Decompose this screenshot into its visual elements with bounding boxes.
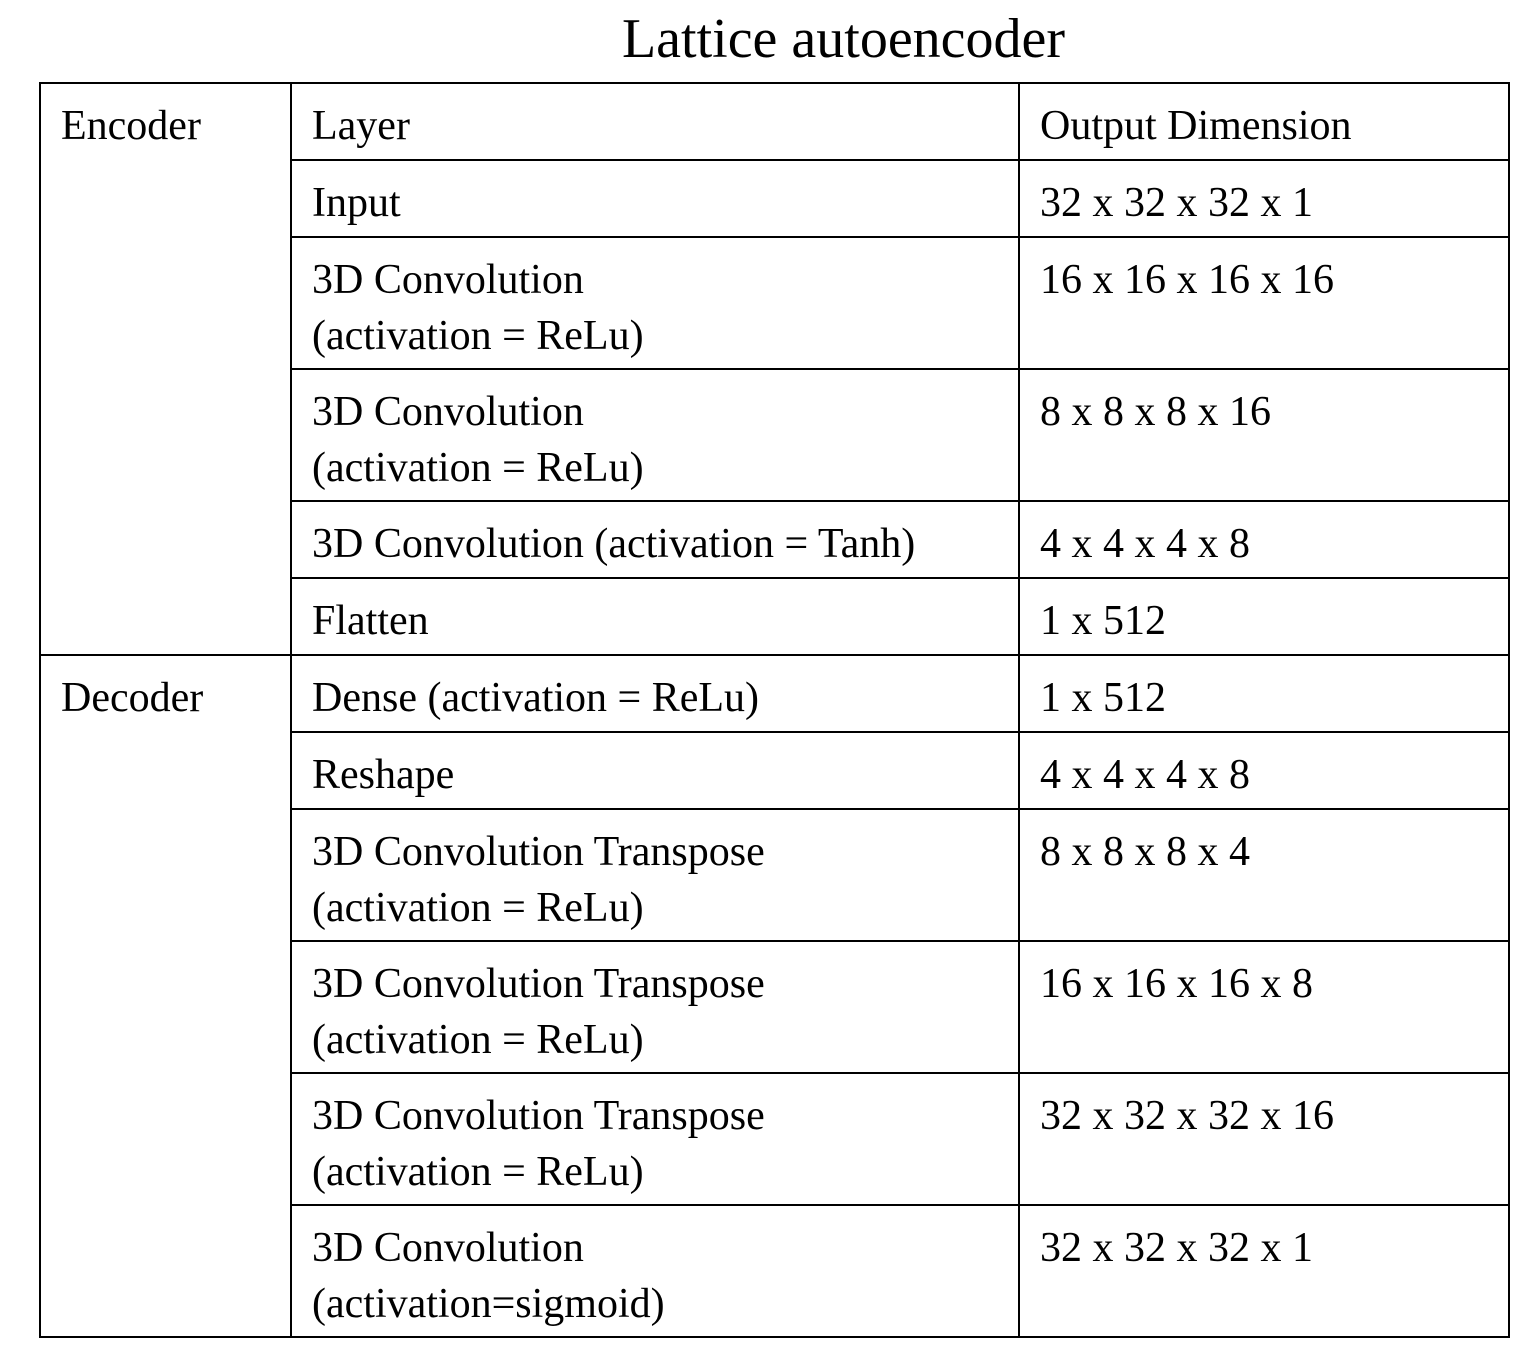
output-dimension-cell: 32 x 32 x 32 x 16: [1019, 1073, 1509, 1205]
header-row: [40, 83, 1509, 160]
layer-cell: [291, 732, 1019, 809]
table-row: [40, 655, 1509, 732]
layer-line: Flatten: [312, 598, 429, 644]
output-dimension-cell: 4 x 4 x 4 x 8: [1019, 732, 1509, 809]
layer-line: Reshape: [312, 752, 455, 798]
layer-cell: [291, 1205, 1019, 1337]
output-dimension-cell: 8 x 8 x 8 x 4: [1019, 809, 1509, 941]
layer-line: (activation = ReLu): [312, 313, 644, 359]
layer-cell: [291, 160, 1019, 237]
layer-column-header: Layer: [291, 83, 1019, 160]
layer-cell: [291, 809, 1019, 941]
layer-line: (activation = ReLu): [312, 885, 644, 931]
decoder-section-label: Decoder: [40, 655, 291, 1337]
layer-line: 3D Convolution: [312, 1225, 584, 1271]
output-dimension-cell: 8 x 8 x 8 x 16: [1019, 369, 1509, 501]
layer-line: Dense (activation = ReLu): [312, 675, 760, 721]
architecture-table: [39, 82, 1510, 1338]
layer-line: Input: [312, 180, 401, 226]
output-dimension-cell: 4 x 4 x 4 x 8: [1019, 501, 1509, 578]
layer-line: (activation = ReLu): [312, 1149, 644, 1195]
layer-cell: [291, 369, 1019, 501]
output-dimension-cell: 32 x 32 x 32 x 1: [1019, 1205, 1509, 1337]
layer-cell: [291, 941, 1019, 1073]
layer-cell: [291, 655, 1019, 732]
encoder-section-label: Encoder: [40, 83, 291, 655]
layer-line: 3D Convolution Transpose: [312, 829, 765, 875]
output-dimension-cell: 16 x 16 x 16 x 8: [1019, 941, 1509, 1073]
table-title: Lattice autoencoder: [621, 8, 1066, 70]
layer-line: 3D Convolution (activation = Tanh): [312, 521, 916, 567]
output-dimension-cell: 1 x 512: [1019, 578, 1509, 655]
layer-line: 3D Convolution Transpose: [312, 1093, 765, 1139]
layer-cell: [291, 578, 1019, 655]
output-dimension-cell: 32 x 32 x 32 x 1: [1019, 160, 1509, 237]
layer-line: 3D Convolution Transpose: [312, 961, 765, 1007]
output-dimension-column-header: Output Dimension: [1019, 83, 1509, 160]
layer-cell: [291, 501, 1019, 578]
layer-line: (activation=sigmoid): [312, 1281, 665, 1327]
layer-cell: [291, 1073, 1019, 1205]
layer-line: (activation = ReLu): [312, 445, 644, 491]
layer-cell: [291, 237, 1019, 369]
layer-line: 3D Convolution: [312, 257, 584, 303]
layer-line: (activation = ReLu): [312, 1017, 644, 1063]
output-dimension-cell: 1 x 512: [1019, 655, 1509, 732]
layer-line: 3D Convolution: [312, 389, 584, 435]
output-dimension-cell: 16 x 16 x 16 x 16: [1019, 237, 1509, 369]
